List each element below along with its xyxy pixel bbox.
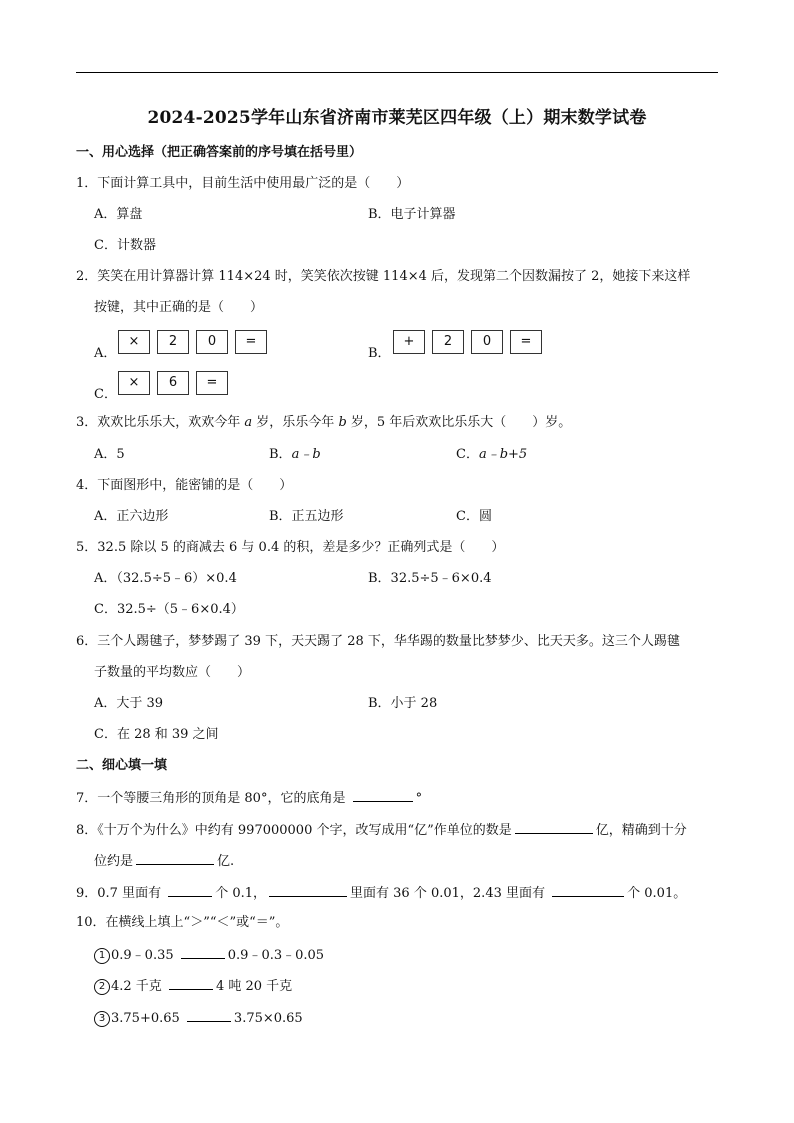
answer-blank[interactable] — [515, 820, 593, 834]
calc-key-2: 2 — [157, 330, 189, 354]
q5-option-c: C．32.5÷（5﹣6×0.4） — [94, 602, 244, 617]
q4-option-b: B．正五边形 — [269, 509, 344, 524]
calc-key-equals: = — [510, 330, 542, 354]
page-title: 2024-2025学年山东省济南市莱芜区四年级（上）期末数学试卷 — [147, 108, 647, 128]
variable-a: a — [244, 415, 253, 430]
calc-key-equals: = — [196, 371, 228, 395]
q3-stem: 3．欢欢比乐乐大，欢欢今年 a 岁，乐乐今年 b 岁，5 年后欢欢比乐乐大（ ）岁。 — [76, 415, 572, 430]
calc-key-2: 2 — [432, 330, 464, 354]
q8-line2: 位约是 亿. — [94, 851, 234, 871]
q5-option-b: B．32.5÷5﹣6×0.4 — [368, 571, 492, 586]
q1-stem: 1．下面计算工具中，目前生活中使用最广泛的是（ ） — [76, 176, 410, 191]
q1-option-a: A．算盘 — [94, 207, 143, 222]
q3-option-c: C．a﹣b+5 — [456, 447, 528, 462]
q2-stem-line1: 2．笑笑在用计算器计算 114×24 时，笑笑依次按键 114×4 后，发现第二个因数漏按了 2，她接下来这样 — [76, 269, 691, 284]
q6-option-c: C．在 28 和 39 之间 — [94, 727, 219, 742]
calc-key-plus: + — [393, 330, 425, 354]
calc-key-multiply: × — [118, 330, 150, 354]
circled-number: 1 — [94, 948, 110, 964]
answer-blank[interactable] — [168, 883, 212, 897]
q10-item-1: 1 0.9﹣0.35 0.9﹣0.3﹣0.05 — [94, 945, 324, 965]
variable-b: b — [338, 415, 347, 430]
answer-blank[interactable] — [169, 976, 213, 990]
q10-item-2: 2 4.2 千克 4 吨 20 千克 — [94, 976, 292, 996]
calc-key-equals: = — [235, 330, 267, 354]
q4-stem: 4．下面图形中，能密铺的是（ ） — [76, 478, 293, 493]
answer-blank[interactable] — [353, 788, 413, 802]
q4-option-c: C．圆 — [456, 509, 492, 524]
q6-option-b: B．小于 28 — [368, 696, 438, 711]
q6-stem-line2: 子数量的平均数应（ ） — [94, 665, 251, 680]
q2-stem-line2: 按键，其中正确的是（ ） — [94, 300, 264, 315]
q3-option-a: A．5 — [94, 447, 125, 462]
section-2-heading: 二、细心填一填 — [76, 758, 168, 773]
q6-option-a: A．大于 39 — [94, 696, 164, 711]
calc-key-multiply: × — [118, 371, 150, 395]
q2-option-c-label: C． — [94, 387, 117, 402]
q7: 7．一个等腰三角形的顶角是 80°，它的底角是 ° — [76, 788, 422, 808]
q3-option-b: B．a﹣b — [269, 447, 321, 462]
answer-blank[interactable] — [136, 851, 214, 865]
answer-blank[interactable] — [552, 883, 624, 897]
q6-stem-line1: 6．三个人踢毽子，梦梦踢了 39 下，天天踢了 28 下，华华踢的数量比梦梦少、比天天多。这三个人踢毽 — [76, 634, 680, 649]
calc-key-0: 0 — [471, 330, 503, 354]
q10-item-3: 3 3.75+0.65 3.75×0.65 — [94, 1008, 303, 1028]
q9: 9．0.7 里面有 个 0.1， 里面有 36 个 0.01，2.43 里面有 个 0.01。 — [76, 883, 686, 903]
circled-number: 3 — [94, 1011, 110, 1027]
q5-option-a: A．（32.5÷5﹣6）×0.4 — [94, 571, 237, 586]
q5-stem: 5．32.5 除以 5 的商减去 6 与 0.4 的积，差是多少？正确列式是（ ） — [76, 540, 505, 555]
circled-number: 2 — [94, 979, 110, 995]
q8-line1: 8．《十万个为什么》中约有 997000000 个字，改写成用“亿”作单位的数是 亿，精确到十分 — [76, 820, 687, 840]
answer-blank[interactable] — [181, 945, 225, 959]
q4-option-a: A．正六边形 — [94, 509, 169, 524]
calc-key-6: 6 — [157, 371, 189, 395]
q10-stem: 10．在横线上填上“＞”“＜”或“＝”。 — [76, 915, 289, 930]
section-1-heading: 一、用心选择（把正确答案前的序号填在括号里） — [76, 145, 363, 160]
q1-option-b: B．电子计算器 — [368, 207, 456, 222]
q1-option-c: C．计数器 — [94, 238, 156, 253]
answer-blank[interactable] — [269, 883, 347, 897]
q2-option-b-label: B． — [368, 346, 391, 361]
q2-option-a-label: A． — [94, 346, 117, 361]
header-rule — [76, 72, 718, 73]
answer-blank[interactable] — [187, 1008, 231, 1022]
calc-key-0: 0 — [196, 330, 228, 354]
